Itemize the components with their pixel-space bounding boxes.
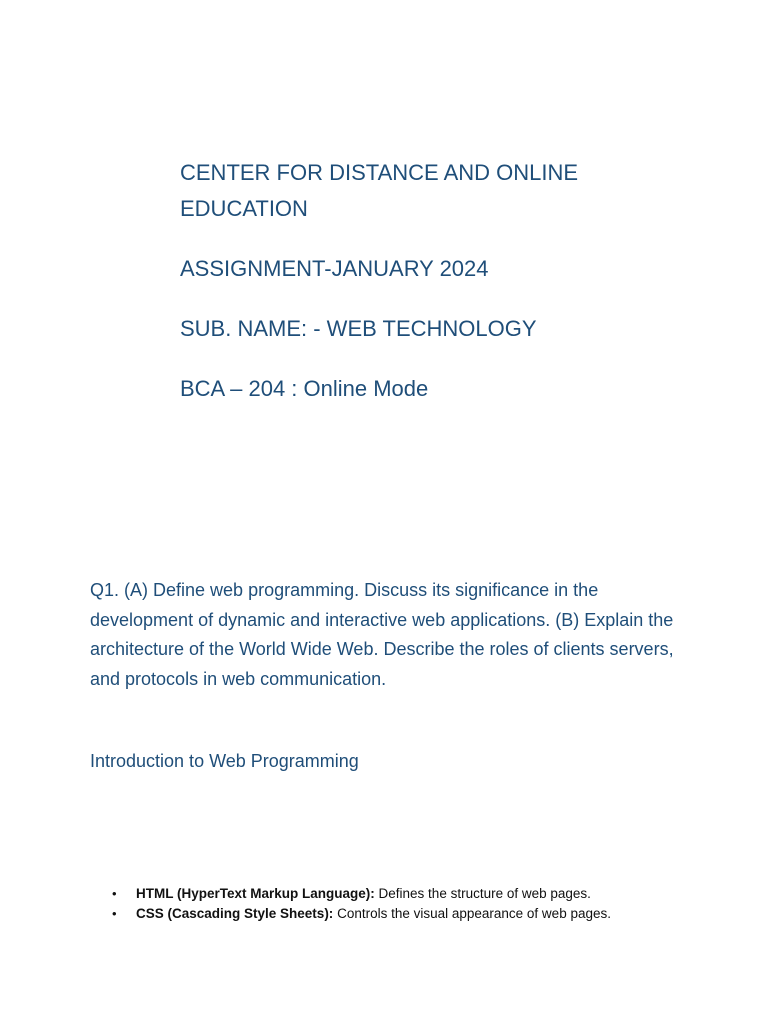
institution-name-line2: EDUCATION	[180, 196, 308, 221]
assignment-title: ASSIGNMENT-JANUARY 2024	[180, 256, 489, 281]
section-heading: Introduction to Web Programming	[90, 751, 359, 771]
list-item-term: HTML (HyperText Markup Language):	[136, 886, 375, 901]
list-item-description: Controls the visual appearance of web pages.	[333, 905, 611, 921]
spacer	[180, 227, 660, 251]
bullet-icon: •	[112, 886, 117, 901]
subject-name: SUB. NAME: - WEB TECHNOLOGY	[180, 316, 537, 341]
list-item	[108, 904, 708, 924]
bullet-icon: •	[112, 905, 117, 921]
list-item-description: Defines the structure of web pages.	[374, 886, 591, 901]
spacer	[180, 287, 660, 311]
institution-name-line1: CENTER FOR DISTANCE AND ONLINE	[180, 160, 579, 185]
spacer	[180, 347, 660, 371]
cover-title-block	[180, 155, 660, 407]
bullet-list	[108, 884, 708, 923]
list-item	[108, 884, 708, 904]
question-text: Q1. (A) Define web programming. Discuss its significance in the development of dynamic and interactive web applications. (B) Explain the architecture of the World Wide Web. Describe the roles of clients servers, and protocols in web communication.	[90, 580, 674, 689]
course-code: BCA – 204 : Online Mode	[180, 376, 429, 401]
list-item-term: CSS (Cascading Style Sheets):	[136, 905, 334, 921]
